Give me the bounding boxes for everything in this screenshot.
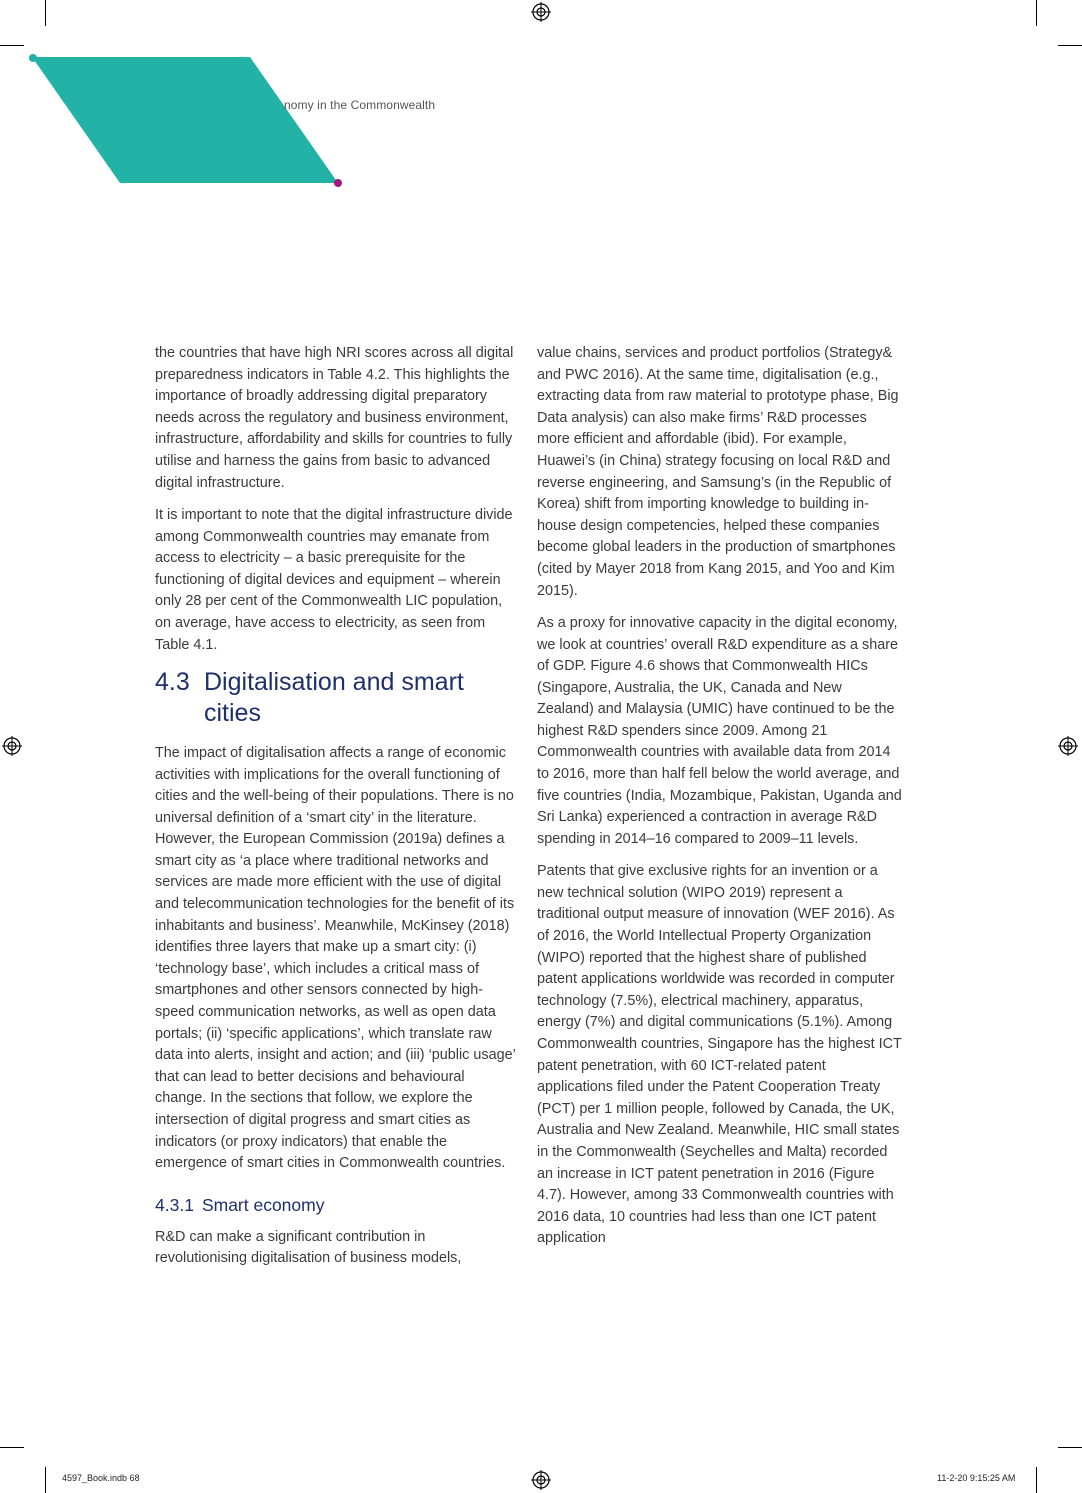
crop-mark — [1036, 1467, 1037, 1493]
section-heading — [155, 667, 517, 729]
subsection-number: 4.3.1 — [155, 1194, 194, 1215]
section-number: 4.3 — [155, 667, 190, 696]
paragraph: R&D can make a significant contribution in revolutionising digitalisation of business models, — [155, 1228, 462, 1267]
paragraph: As a proxy for innovative capacity in the digital economy, we look at countries’ overall R&D expenditure as a share of GDP. Figure 4.6 shows that Commonwealth HICs (Singapore, Australia, the UK, Canada and New Zealand) and Malaysia (UMIC) have continued to be the highest R&D spenders since 2009. Among 21 Commonwealth countries with available data from 2014 to 2016, more than half fell below the world average, and five countries (India, Mozambique, Pakistan, Uganda and Sri Lanka) experienced a contraction in average R&D spending in 2014–16 compared to 2009–11 levels. — [537, 614, 902, 847]
paragraph: Patents that give exclusive rights for an invention or a new technical solution (WIPO 2019) represent a traditional output measure of innovation (WEF 2016). As of 2016, the World Intellectual Property Organization (WIPO) reported that the highest share of published patent applications worldwide was recorded in computer technology (7.5%), electrical machinery, apparatus, energy (7%) and digital communications (5.1%). Among Commonwealth countries, Singapore has the highest ICT patent penetration, with 60 ICT-related patent applications filed under the Patent Cooperation Treaty (PCT) per 1 million people, followed by Canada, the UK, Australia and New Zealand. Meanwhile, HIC small states in the Commonwealth (Seychelles and Malta) recorded an increase in ICT patent penetration in 2016 (Figure 4.7). However, among 33 Commonwealth countries with 2016 data, 10 countries had less than one ICT patent application — [537, 863, 902, 1247]
footer-file-name: 4597_Book.indb 68 — [62, 1473, 140, 1483]
paragraph: the countries that have high NRI scores across all digital preparedness indicators in Table 4.2. This highlights the importance of broadly addressing digital preparatory needs across the regulatory and business environment, infrastructure, affordability and skills for countries to fully utilise and harness the gains from basic to advanced digital infrastructure. — [155, 345, 514, 491]
paragraph: The impact of digitalisation affects a range of economic activities with implications for the overall functioning of cities and the well-being of their populations. There is no universal definition of a ‘smart city’ in the literature. However, the European Commission (2019a) defines a smart city as ‘a place where traditional networks and services are made more efficient with the use of digital and telecommunication technologies for the benefit of its inhabitants and business’. Meanwhile, McKinsey (2018) identifies three layers that make up a smart city: (i) ‘technology base’, which includes a critical mass of smartphones and other sensors connected by high-speed communication networks, as well as open data portals; (ii) ‘specific applications’, which translate raw data into alerts, insight and action; and (iii) ‘public usage’ that can lead to better decisions and behavioural change. In the sections that follow, we explore the intersection of digital progress and smart cities as indicators (or proxy indicators) that enable the emergence of smart cities in Commonwealth countries. — [155, 744, 516, 1172]
paragraph: value chains, services and product portfolios (Strategy& and PWC 2016). At the same time, digitalisation (e.g., extracting data from raw material to prototype phase, Big Data analysis) can also make firms’ R&D processes more efficient and affordable (ibid). For example, Huawei’s (in China) strategy focusing on local R&D and reverse engineering, and Samsung’s (in the Republic of Korea) shift from importing knowledge to building in-house design competencies, helped these companies become global leaders in the production of smartphones (cited by Mayer 2018 from Kang 2015, and Yoo and Kim 2015). — [537, 345, 899, 599]
teal-parallelogram — [32, 57, 338, 183]
left-column — [155, 343, 517, 1281]
teal-corner-dot — [29, 54, 37, 62]
crop-mark — [45, 1467, 46, 1493]
right-column — [537, 343, 902, 1261]
crop-mark — [0, 1447, 24, 1448]
header-banner — [0, 0, 1082, 200]
paragraph: It is important to note that the digital infrastructure divide among Commonwealth countries may emanate from access to electricity – a basic prerequisite for the functioning of digital devices and equipment – wherein only 28 per cent of the Commonwealth LIC population, on average, have access to electricity, as seen from Table 4.1. — [155, 506, 513, 653]
crop-mark — [1058, 1447, 1082, 1448]
subsection-title: Smart economy — [201, 1194, 325, 1215]
registration-mark-icon — [1058, 736, 1078, 756]
footer-timestamp: 11-2-20 9:15:25 AM — [937, 1473, 1016, 1483]
subsection-heading — [155, 1193, 517, 1217]
magenta-corner-dot — [334, 179, 342, 187]
running-header: nomy in the Commonwealth — [284, 98, 436, 112]
section-title: Digitalisation and smart cities — [204, 667, 464, 727]
registration-mark-icon — [531, 1470, 551, 1490]
registration-mark-icon — [2, 736, 22, 756]
